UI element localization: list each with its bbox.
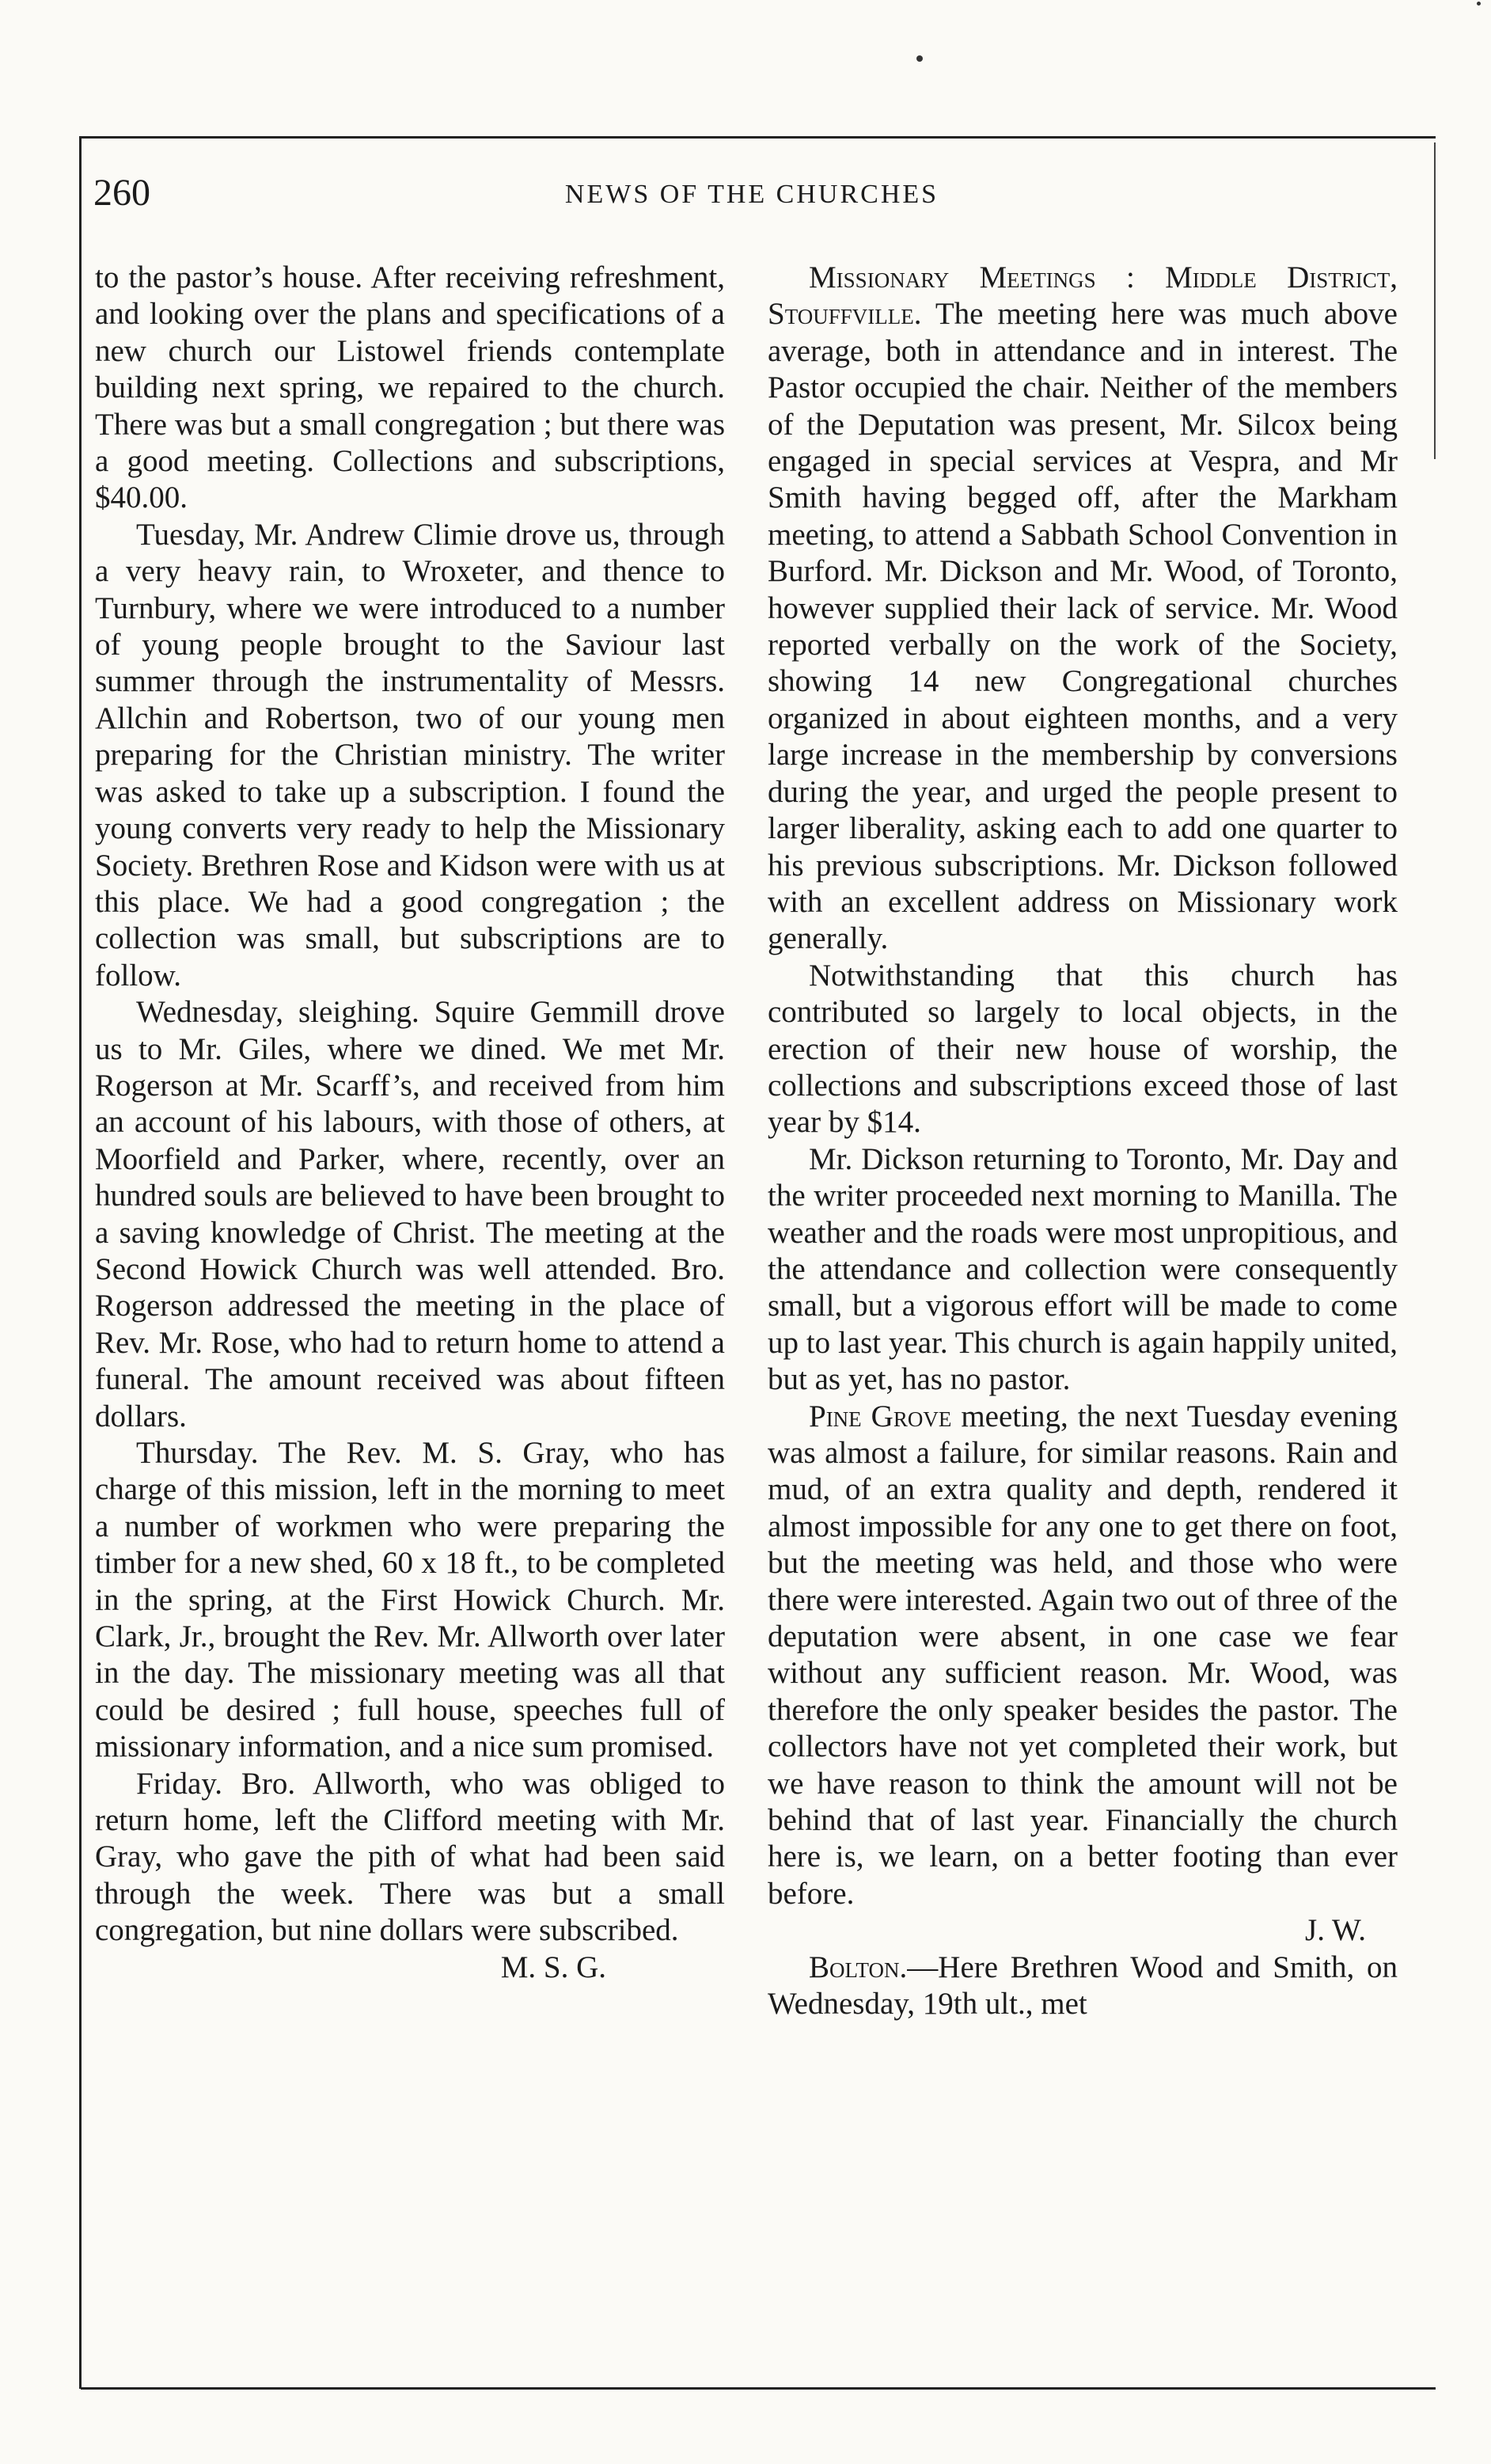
paragraph <box>768 260 1398 958</box>
paragraph: Tuesday, Mr. Andrew Climie drove us, through a very heavy rain, to Wroxeter, and thence to Turnbury, where we were introduced to a number of young people brought to the Saviour last summer through the instrumentality of Messrs. Allchin and Robertson, two of our young men preparing for the Christian ministry. The writer was asked to take up a subscription. I found the young converts very ready to help the Missionary Society. Brethren Rose and Kidson were with us at this place. We had a good congregation ; the collection was small, but subscriptions are to follow. <box>95 517 725 993</box>
section-heading: Missionary Meetings : Middle District, Stouffville. <box>768 260 1398 332</box>
paragraph: to the pastor’s house. After receiving refreshment, and looking over the plans and specifications of a new church our Listowel friends contemplate building next spring, we repaired to the church. There was but a small congregation ; but there was a good meeting. Collections and subscriptions, $40.00. <box>95 260 725 515</box>
running-title: NEWS OF THE CHURCHES <box>564 180 939 209</box>
left-column <box>95 260 725 1986</box>
paragraph: Friday. Bro. Allworth, who was obliged to return home, left the Clifford meeting with Mr. Gray, who gave the pith of what had been said through the week. There was but a small congregation, but nine dollars were subscribed. <box>95 1766 725 1948</box>
section-heading: Bolton. <box>809 1950 908 1984</box>
top-rule <box>81 136 1436 139</box>
paragraph-text: meeting, the next Tuesday evening was almost a failure, for similar reasons. Rain and mud, of an extra quality and depth, rendered it almost impossible for any one to get there on foot, but the meeting was held, and those who were there were interested. Again two out of three of the deputation were absent, in one case we fear without any sufficient reason. Mr. Wood, was therefore the only speaker besides the pastor. The collectors have not yet completed their work, but we have reason to think the amount will not be behind that of last year. Financially the church here is, we learn, on a better footing than ever before. <box>768 1399 1398 1911</box>
ink-speck <box>916 55 923 62</box>
right-column <box>768 260 1398 2023</box>
bottom-rule <box>81 2387 1436 2390</box>
paragraph-text: The meeting here was much above average, both in attendance and in interest. The Pastor occupied the chair. Neither of the members of the Deputation was present, Mr. Silcox being engaged in special services at Vespra, and Mr Smith having begged off, after the Markham meeting, to attend a Sabbath School Convention in Burford. Mr. Dickson and Mr. Wood, of Toronto, however supplied their lack of service. Mr. Wood reported verbally on the work of the Society, showing 14 new Congregational churches organized in about eighteen months, and a very large increase in the membership by conversions during the year, and urged the people present to larger liberality, asking each to add one quarter to his previous subscriptions. Mr. Dickson followed with an excellent address on Missionary work generally. <box>768 297 1398 956</box>
paragraph: Mr. Dickson returning to Toronto, Mr. Day and the writer proceeded next morning to Manilla. The weather and the roads were most unpropitious, and the attendance and collection were consequently small, but a vigorous effort will be made to come up to last year. This church is again happily united, but as yet, has no pastor. <box>768 1141 1398 1397</box>
page-number: 260 <box>93 172 150 214</box>
left-rule <box>79 136 82 2389</box>
section-heading: Pine Grove <box>809 1399 952 1433</box>
signature: J. W. <box>1305 1913 1366 1948</box>
paragraph: Notwithstanding that this church has contributed so largely to local objects, in the erection of their new house of worship, the collections and subscriptions exceed those of last year by $14. <box>768 958 1398 1140</box>
paragraph <box>768 1950 1398 2023</box>
signature: M. S. G. <box>500 1950 606 1984</box>
ink-speck <box>1477 2 1481 6</box>
right-rule <box>1434 142 1436 459</box>
paragraph: Wednesday, sleighing. Squire Gemmill drove us to Mr. Giles, where we dined. We met Mr. Rogerson at Mr. Scarff’s, and received from him an account of his labours, with those of others, at Moorfield and Parker, where, recently, over an hundred souls are believed to have been brought to a saving knowledge of Christ. The meeting at the Second Howick Church was well attended. Bro. Rogerson addressed the meeting in the place of Rev. Mr. Rose, who had to return home to attend a funeral. The amount received was about fifteen dollars. <box>95 995 725 1433</box>
paragraph <box>768 1399 1398 1913</box>
paragraph-text: —Here Brethren Wood and Smith, on Wednesday, 19th ult., met <box>768 1950 1398 2022</box>
paragraph: Thursday. The Rev. M. S. Gray, who has charge of this mission, left in the morning to meet a number of workmen who were preparing the timber for a new shed, 60 x 18 ft., to be completed in the spring, at the First Howick Church. Mr. Clark, Jr., brought the Rev. Mr. Allworth over later in the day. The missionary meeting was all that could be desired ; full house, speeches full of missionary information, and a nice sum promised. <box>95 1436 725 1764</box>
